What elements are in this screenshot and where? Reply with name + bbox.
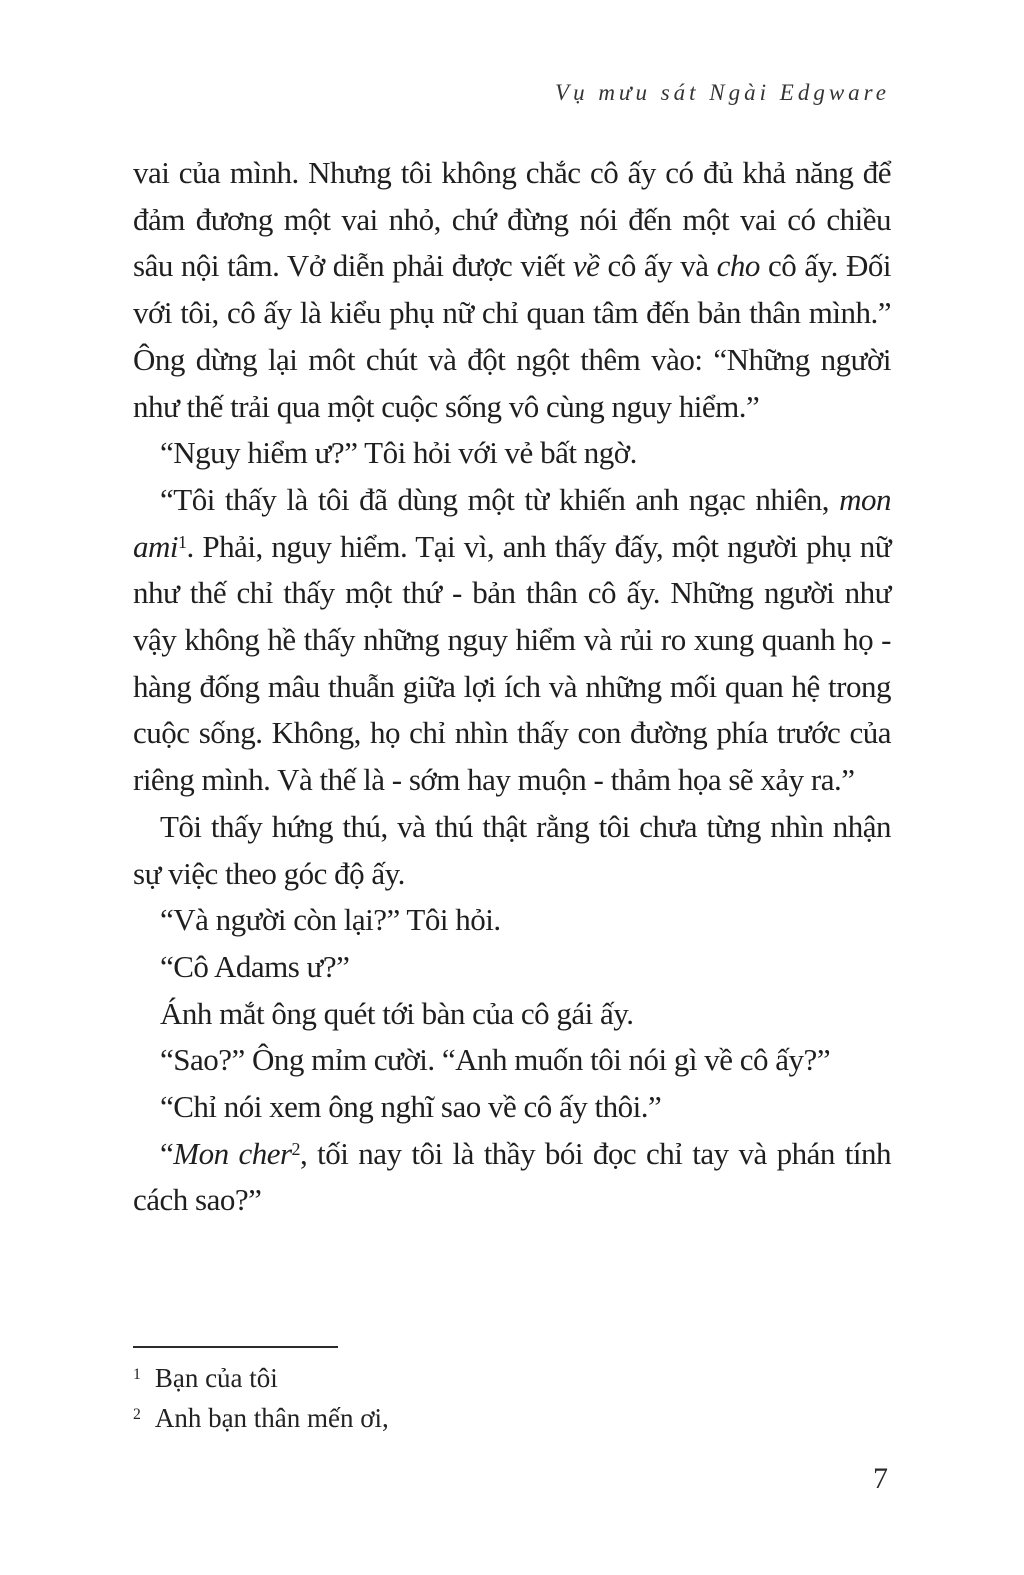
footnote-2-marker: 2	[133, 1406, 141, 1424]
paragraph: Tôi thấy hứng thú, và thú thật rằng tôi chưa từng nhìn nhận sự việc theo góc độ ấy.	[133, 808, 891, 891]
paragraph: vai của mình. Nhưng tôi không chắc cô ấy có đủ khả năng để đảm đương một vai nhỏ, chứ đừng nói đến một vai có chiều sâu nội tâm. Vở diễn phải được viết về cô ấy và cho cô ấy. Đối với tôi, cô ấy là kiểu phụ nữ chỉ quan tâm đến bản thân mình.” Ông dừng lại môt chút và đột ngột thêm vào: “Những người như thế trải qua một cuộc sống vô cùng nguy hiểm.”	[133, 155, 891, 424]
page-number: 7	[873, 1462, 888, 1495]
paragraph: “Nguy hiểm ư?” Tôi hỏi với vẻ bất ngờ.	[160, 435, 637, 471]
body-text	[133, 150, 891, 1224]
footnote-2-text: Anh bạn thân mến ơi,	[154, 1403, 389, 1433]
footnote-1-marker: 1	[133, 1366, 141, 1384]
paragraph: Ánh mắt ông quét tới bàn của cô gái ấy.	[160, 995, 634, 1031]
footnote-2	[133, 1398, 891, 1438]
paragraph: “Tôi thấy là tôi đã dùng một từ khiến anh ngạc nhiên, mon ami$^1$. Phải, nguy hiểm. Tại vì, anh thấy đấy, một người phụ nữ như thế chỉ thấy một thứ - bản thân cô ấy. Những người như vậy không hề thấy những nguy hiểm và rủi ro xung quanh họ - hàng đống mâu thuẫn giữa lợi ích và những mối quan hệ trong cuộc sống. Không, họ chỉ nhìn thấy con đường phía trước của riêng mình. Và thế là - sớm hay muộn - thảm họa sẽ xảy ra.”	[133, 481, 891, 798]
paragraph: “Sao?” Ông mỉm cười. “Anh muốn tôi nói gì về cô ấy?”	[160, 1042, 831, 1078]
paragraph: “Chỉ nói xem ông nghĩ sao về cô ấy thôi.”	[160, 1089, 662, 1125]
footnote-divider	[133, 1346, 338, 1348]
footnote-1-text: Bạn của tôi	[154, 1363, 278, 1393]
running-header: Vụ mưu sát Ngài Edgware	[555, 80, 890, 105]
paragraph: “Cô Adams ư?”	[160, 948, 350, 984]
paragraph: “Và người còn lại?” Tôi hỏi.	[160, 902, 501, 938]
paragraph: “Mon cher$^2$, tối nay tôi là thầy bói đọc chỉ tay và phán tính cách sao?”	[133, 1135, 891, 1218]
footnote-1	[133, 1358, 891, 1398]
footnotes	[133, 1346, 891, 1438]
